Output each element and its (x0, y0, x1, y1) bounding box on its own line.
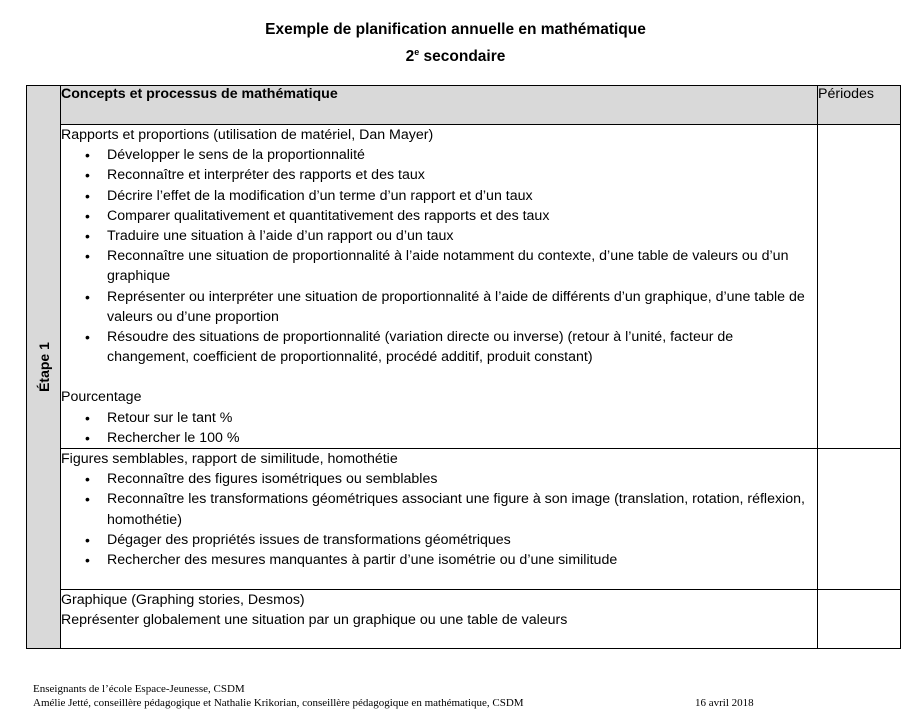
table-header-row (27, 86, 901, 125)
document-subtitle (0, 42, 911, 67)
periods-cell (818, 590, 901, 649)
periods-cell (818, 125, 901, 449)
section-title: Figures semblables, rapport de similitude, homothétie (61, 451, 398, 468)
list-item: • Rechercher le 100 % (61, 428, 817, 448)
list-item: • Traduire une situation à l’aide d’un rapport ou d’un taux (61, 226, 817, 246)
list-item: • Reconnaître les transformations géométriques associant une figure à son image (translation, rotation, réflexion, homothétie) (61, 489, 817, 529)
table-row (27, 590, 901, 649)
grade-number: 2 (405, 48, 415, 65)
section-ratios (61, 125, 818, 449)
table-row (27, 449, 901, 590)
footer-authors: Amélie Jetté, conseillère pédagogique et Nathalie Krikorian, conseillère pédagogique en mathématique, CSDM (33, 697, 524, 709)
planning-table (26, 85, 901, 649)
document-title: Exemple de planification annuelle en mathématique (265, 21, 646, 38)
header-concepts: Concepts et processus de mathématique (61, 86, 818, 125)
list-item: • Développer le sens de la proportionnalité (61, 145, 817, 165)
list-item: • Résoudre des situations de proportionnalité (variation directe ou inverse) (retour à l’unité, facteur de changement, coefficient de proportionnalité, procédé additif, produit constant) (61, 327, 817, 367)
header-periods: Périodes (818, 86, 901, 125)
etape-column (27, 86, 61, 649)
grade-suffix: e (414, 47, 420, 57)
section-title: Graphique (Graphing stories, Desmos) (61, 592, 305, 609)
section-line: Représenter globalement une situation par un graphique ou une table de valeurs (61, 612, 568, 629)
periods-cell (818, 449, 901, 590)
list-item: • Reconnaître et interpréter des rapports et des taux (61, 165, 817, 185)
bullet-list (61, 469, 817, 570)
section-title: Rapports et proportions (utilisation de matériel, Dan Mayer) (61, 127, 434, 143)
etape-label: Étape 1 (35, 342, 52, 392)
footer-school: Enseignants de l’école Espace-Jeunesse, CSDM (33, 683, 245, 695)
footer-date: 16 avril 2018 (695, 697, 754, 709)
grade-text: secondaire (423, 48, 506, 65)
list-item: • Retour sur le tant % (61, 408, 817, 428)
bullet-list (61, 408, 817, 448)
list-item: • Dégager des propriétés issues de transformations géométriques (61, 530, 817, 550)
list-item: • Décrire l’effet de la modification d’un terme d’un rapport et d’un taux (61, 186, 817, 206)
list-item: • Représenter ou interpréter une situation de proportionnalité à l’aide de différents d’un graphique, d’une table de valeurs ou d’une proportion (61, 287, 817, 327)
list-item: • Reconnaître une situation de proportionnalité à l’aide notamment du contexte, d’une table de valeurs ou d’un graphique (61, 246, 817, 286)
list-item: • Comparer qualitativement et quantitativement des rapports et des taux (61, 206, 817, 226)
bullet-list (61, 145, 817, 367)
list-item: • Reconnaître des figures isométriques ou semblables (61, 469, 817, 489)
subsection-title: Pourcentage (61, 389, 142, 406)
section-similar-figures (61, 449, 818, 590)
section-graphs (61, 590, 818, 649)
table-row (27, 125, 901, 449)
spacer (61, 367, 817, 387)
list-item: • Rechercher des mesures manquantes à partir d’une isométrie ou d’une similitude (61, 550, 817, 570)
